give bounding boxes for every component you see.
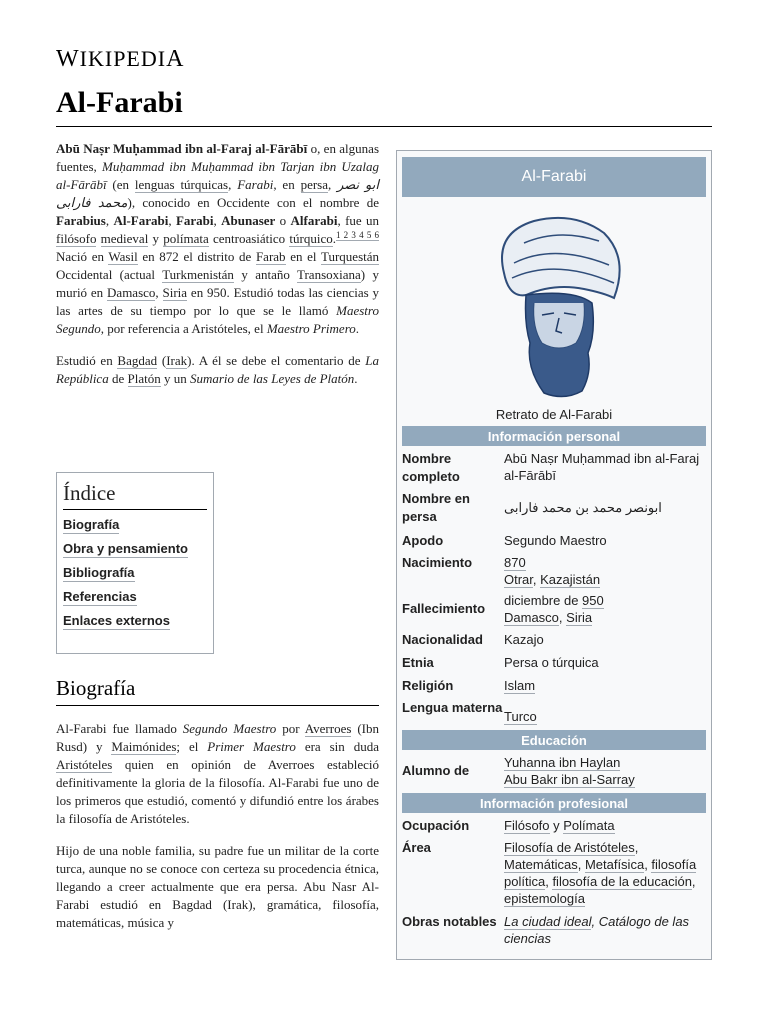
italic-segundo-maestro: Segundo Maestro — [182, 721, 277, 736]
bold-al-farabi: Al-Farabi — [113, 213, 169, 228]
value-etnia: Persa o túrquica — [504, 655, 599, 670]
row-nacionalidad — [402, 631, 706, 649]
bold-alfarabi: Alfarabi — [290, 213, 338, 228]
text: de — [108, 371, 128, 386]
value-ocupacion — [504, 817, 706, 835]
logo-letter-end: A — [166, 46, 185, 72]
link-epistemologia[interactable]: epistemología — [504, 891, 585, 906]
date-prefix: diciembre de — [504, 593, 583, 608]
text: por — [276, 721, 305, 736]
value-obras-notables — [504, 913, 706, 947]
label-obras-notables: Obras notables — [402, 914, 497, 929]
link-bagdad[interactable]: Bagdad — [117, 353, 158, 368]
biografia-paragraph-1 — [56, 720, 379, 828]
text: , por referencia a Aristóteles, el — [100, 321, 267, 336]
value-nombre-persa: ابونصر محمد بن محمد فارابی — [504, 500, 662, 515]
value-nacionalidad: Kazajo — [504, 632, 544, 647]
value-religion — [504, 677, 706, 695]
row-ocupacion — [402, 817, 706, 835]
text: ; el — [176, 739, 208, 754]
link-filosofo[interactable]: filósofo — [56, 231, 97, 246]
text: , — [228, 177, 238, 192]
bold-name: Abū Naṣr Muḥammad ibn al-Faraj al-Fārābī — [56, 141, 308, 156]
link-turkmenistan[interactable]: Turkmenistán — [162, 267, 234, 282]
link-farab[interactable]: Farab — [255, 249, 286, 264]
link-matematicas[interactable]: Matemáticas — [504, 857, 578, 872]
label-fallecimiento: Fallecimiento — [402, 601, 486, 616]
separator: y — [549, 818, 564, 833]
label-nombre-completo: Nombre completo — [402, 451, 460, 484]
link-filosofia-aristoteles[interactable]: Filosofía de Aristóteles — [504, 840, 635, 855]
link-transoxiana[interactable]: Transoxiana — [296, 267, 361, 282]
label-nacionalidad: Nacionalidad — [402, 632, 483, 647]
link-irak[interactable]: Irak — [166, 353, 188, 368]
label-religion: Religión — [402, 678, 454, 693]
value-nacimiento — [504, 554, 706, 588]
biografia-text — [56, 720, 379, 946]
label-lengua-materna: Lengua materna — [402, 700, 503, 715]
persian-name: ابو نصر محمد فارابی — [56, 177, 379, 210]
link-abu-bakr-ibn-al-sarray[interactable]: Abu Bakr ibn al-Sarray — [504, 772, 635, 787]
link-polimata[interactable]: polímata — [163, 231, 209, 246]
value-alumno-de — [504, 754, 706, 788]
text: (Ibn Rusd) y — [56, 721, 379, 754]
link-aristoteles[interactable]: Aristóteles — [56, 757, 113, 772]
separator: , — [691, 874, 696, 889]
separator: , — [558, 610, 567, 625]
link-turquestan[interactable]: Turquestán — [320, 249, 380, 264]
text: Nació en — [56, 249, 109, 264]
text: ). A él se debe el comentario de — [187, 353, 366, 368]
text: (en — [106, 177, 135, 192]
toc-item-enlaces[interactable]: Enlaces externos — [63, 613, 170, 628]
italic-maestro-segundo: Maestro Segundo — [56, 303, 379, 336]
obra-catalogo-ciencias: Catálogo de las ciencias — [504, 914, 690, 946]
link-turquico[interactable]: túrquico — [289, 231, 333, 246]
biografia-paragraph-2: Hijo de una noble familia, su padre fue un militar de la corte turca, aunque no se conoce con certeza su procedencia étnica, llegando a creer actualmente que era persa. Abu Nasr Al-Farabi estudió en Bagdad (Irak), gramática, filosofía, matemáticas, música y — [56, 843, 379, 930]
bold-farabius: Farabius — [56, 213, 106, 228]
intro-text — [56, 140, 379, 402]
link-yuhanna-ibn-haylan[interactable]: Yuhanna ibn Haylan — [504, 755, 621, 770]
row-nombre-persa — [402, 490, 706, 526]
link-filosofia-educacion[interactable]: filosofía de la educación — [552, 874, 692, 889]
text: Al-Farabi fue llamado — [56, 721, 183, 736]
row-alumno-de — [402, 754, 706, 788]
text: . — [354, 371, 358, 386]
text: , — [213, 213, 222, 228]
toc-item-obra[interactable]: Obra y pensamiento — [63, 541, 188, 556]
link-damasco[interactable]: Damasco — [107, 285, 156, 300]
text: , — [168, 213, 176, 228]
row-etnia — [402, 654, 706, 672]
wikipedia-logo[interactable] — [56, 46, 184, 73]
link-950[interactable]: 950 — [582, 593, 604, 608]
italic-primer-maestro: Primer Maestro — [207, 739, 296, 754]
label-area: Área — [402, 840, 431, 855]
text: en 950. Estudió todas las ciencias y las artes de su tiempo por lo que se le llamó — [56, 285, 380, 318]
italic-farabi: Farabi — [237, 177, 274, 192]
link-maimonides[interactable]: Maimónides — [111, 739, 177, 754]
separator: , — [591, 914, 599, 929]
label-alumno-de: Alumno de — [402, 763, 470, 778]
toc-item-referencias[interactable]: Referencias — [63, 589, 137, 604]
bold-farabi: Farabi — [175, 213, 214, 228]
value-nombre-completo: Abū Naṣr Muḥammad ibn al-Faraj al-Fārābī — [504, 451, 700, 483]
link-damasco[interactable]: Damasco — [504, 610, 559, 625]
toc-title: Índice — [63, 481, 207, 510]
text: . — [332, 231, 336, 246]
text: y un — [160, 371, 190, 386]
separator: , — [577, 857, 585, 872]
label-nombre-persa: Nombre en persa — [402, 491, 470, 524]
value-apodo: Segundo Maestro — [504, 533, 607, 548]
value-lengua-materna — [504, 699, 706, 725]
infobox-title: Al-Farabi — [402, 157, 706, 197]
label-nacimiento: Nacimiento — [402, 555, 473, 570]
section-educacion: Educación — [402, 730, 706, 750]
page-title: Al-Farabi — [56, 86, 183, 119]
text: , — [328, 177, 338, 192]
section-informacion-profesional: Información profesional — [402, 793, 706, 813]
toc-item-bibliografia[interactable]: Bibliografía — [63, 565, 135, 580]
text: y — [148, 231, 164, 246]
link-averroes[interactable]: Averroes — [304, 721, 352, 736]
italic-sumario: Sumario de las Leyes de Platón — [189, 371, 355, 386]
text: Occidental (actual — [56, 267, 163, 282]
link-wasil[interactable]: Wasil — [108, 249, 138, 264]
row-apodo — [402, 532, 706, 550]
link-siria[interactable]: Siria — [162, 285, 188, 300]
row-nacimiento — [402, 554, 706, 588]
logo-text: IKIPEDI — [79, 46, 167, 71]
link-870[interactable]: 870 — [504, 555, 526, 570]
link-islam[interactable]: Islam — [504, 678, 536, 693]
link-filosofia-politica[interactable]: filosofía política — [504, 857, 697, 889]
italic-la-republica: La República — [56, 353, 379, 386]
link-metafisica[interactable]: Metafísica — [584, 857, 645, 872]
separator: , — [532, 572, 541, 587]
text: ) y murió en — [56, 267, 379, 300]
text: en el — [285, 249, 321, 264]
label-ocupacion: Ocupación — [402, 818, 470, 833]
reference-links[interactable]: 1 2 3 4 5 6 — [335, 229, 380, 240]
link-persa[interactable]: persa — [300, 177, 328, 192]
link-la-ciudad-ideal[interactable]: La ciudad ideal — [504, 914, 592, 929]
intro-paragraph-2 — [56, 352, 379, 388]
link-filosofo[interactable]: Filósofo — [504, 818, 550, 833]
portrait-image[interactable] — [464, 203, 644, 403]
row-religion — [402, 677, 706, 695]
separator: , — [545, 874, 553, 889]
link-kazajistan[interactable]: Kazajistán — [540, 572, 601, 587]
row-area — [402, 839, 706, 907]
text: , fue un — [337, 213, 380, 228]
infobox — [396, 150, 712, 960]
separator: , — [644, 857, 652, 872]
row-fallecimiento — [402, 592, 706, 626]
section-title-biografia: Biografía — [56, 676, 379, 706]
table-of-contents — [56, 472, 214, 654]
text: , en — [273, 177, 301, 192]
text: y antaño — [233, 267, 297, 282]
text: ), conocido en Occidente con el nombre de — [127, 195, 380, 210]
link-medieval[interactable]: medieval — [100, 231, 149, 246]
text: . — [355, 321, 360, 336]
text: era sin duda — [295, 739, 379, 754]
italic-maestro-primero: Maestro Primero — [266, 321, 356, 336]
link-siria[interactable]: Siria — [566, 610, 593, 625]
text: , — [155, 285, 163, 300]
label-apodo: Apodo — [402, 533, 444, 548]
text: centroasiático — [208, 231, 290, 246]
title-divider — [56, 126, 712, 127]
link-polimata[interactable]: Polímata — [563, 818, 615, 833]
text: o, en algunas fuentes, — [56, 141, 380, 174]
link-turco[interactable]: Turco — [504, 709, 537, 724]
text: Estudió en — [56, 353, 118, 368]
portrait-caption: Retrato de Al-Farabi — [495, 407, 613, 422]
section-informacion-personal: Información personal — [402, 426, 706, 446]
row-obras-notables — [402, 913, 706, 947]
separator: , — [634, 840, 639, 855]
intro-paragraph — [56, 140, 379, 338]
italic-name: Muḥammad ibn Muḥammad ibn Tarjan ibn Uzalag al-Fārābī — [56, 159, 379, 192]
row-lengua-materna — [402, 699, 706, 725]
text: quien en opinión de Averroes estableció definitivamente la gloria de la filosofía. Al-Farabi fue uno de los primeros que estudió, comentó y difundió entre los árabes la filosofía de Aristóteles. — [56, 757, 379, 826]
text: en 872 el distrito de — [137, 249, 256, 264]
link-platon[interactable]: Platón — [127, 371, 161, 386]
link-otrar[interactable]: Otrar — [504, 572, 533, 587]
text: ( — [157, 353, 167, 368]
value-fallecimiento — [504, 592, 706, 626]
value-area — [504, 839, 706, 907]
link-lenguas-turquicas[interactable]: lenguas túrquicas — [134, 177, 229, 192]
label-etnia: Etnia — [402, 655, 434, 670]
logo-letter: W — [56, 46, 80, 72]
row-nombre-completo — [402, 450, 706, 486]
text: , — [105, 213, 114, 228]
bold-abunaser: Abunaser — [221, 213, 276, 228]
toc-item-biografia[interactable]: Biografía — [63, 517, 120, 532]
text: o — [275, 213, 291, 228]
